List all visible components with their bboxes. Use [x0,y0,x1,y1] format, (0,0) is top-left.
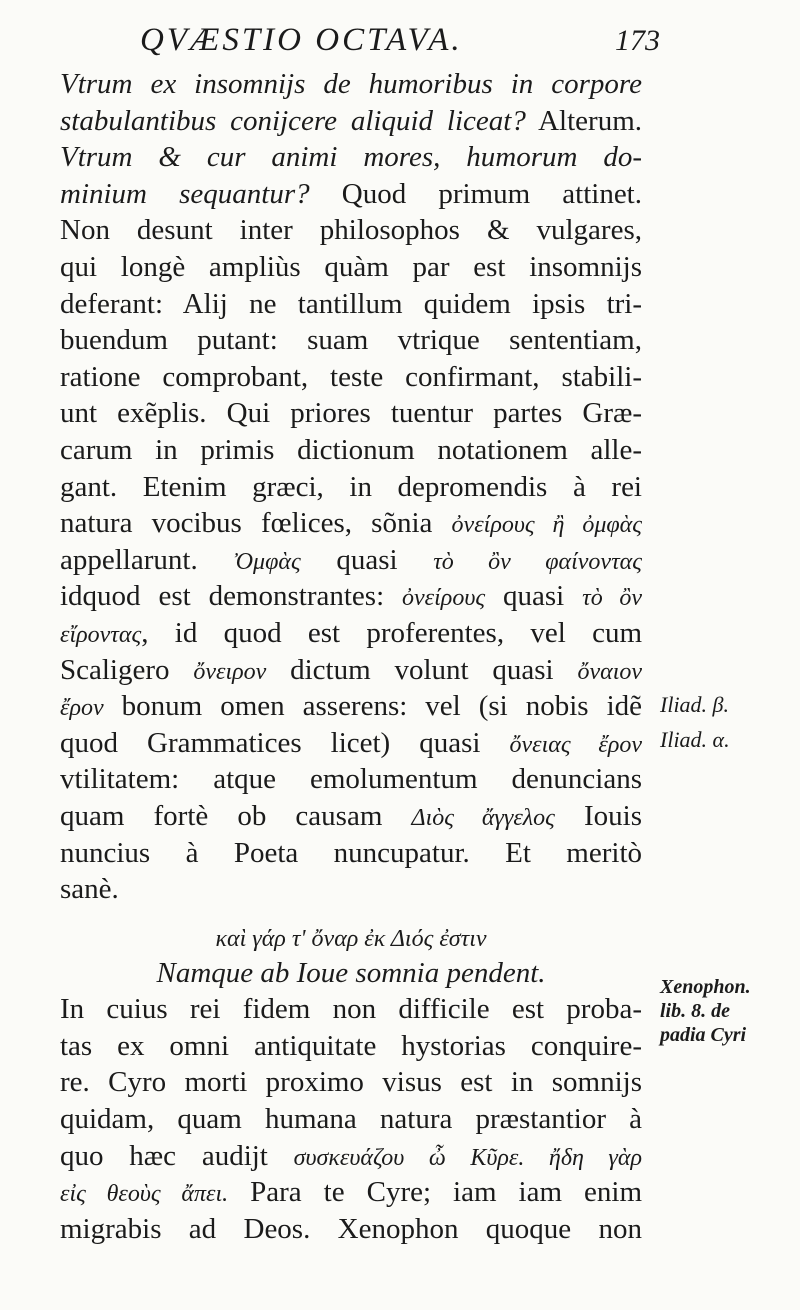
greek-word: συσκευάζου ὦ Κῦρε. ἤδη γὰρ [293,1144,642,1171]
text-run: quasi [485,580,583,613]
text-run: quo hæc audijt [60,1139,294,1172]
margin-note-iliad-alpha [660,727,795,753]
text-run: re. Cyro morti proximo visus est in somnijs [60,1066,642,1099]
text-line [60,469,642,506]
greek-word: ὄνειρον [193,658,267,685]
greek-word: Ὀμφὰς [233,548,301,575]
greek-word: καὶ γάρ τ' ὄναρ ἐκ Διός ἐστιν [215,926,487,953]
text-line [60,395,642,432]
margin-note-xenophon [660,975,795,1047]
text-run: carum in primis dictionum notationem alle- [60,434,642,466]
text-line [60,1138,642,1175]
text-run: Vtrum ex insomnijs de humoribus in corpore [60,68,642,100]
text-run: gant. Etenim græci, in depromendis à rei [60,470,642,503]
text-run: dictum volunt quasi [266,653,578,686]
text-line [60,322,642,359]
text-line [60,139,642,176]
text-line [60,176,642,213]
margin-note-line: lib. 8. de [660,1000,730,1022]
greek-word: Διὸς ἄγγελος [411,805,555,831]
greek-word: ἔρον [60,695,104,722]
text-line [60,919,642,956]
text-line [60,871,642,908]
text-line [60,1211,642,1248]
text-run: tas ex omni antiquitate hystorias conquire- [60,1029,642,1062]
text-run: stabulantibus conijcere aliquid liceat? [60,104,526,137]
text-run: Scaligero [60,653,194,686]
text-line [60,103,642,140]
text-line [60,432,642,469]
margin-note-line: Iliad. α. [660,727,730,752]
text-line [60,798,642,835]
text-line [60,1174,642,1211]
text-run: , id quod est proferentes, vel cum [141,617,642,649]
text-run: quod Grammatices licet) quasi [60,726,510,759]
text-line [60,66,642,103]
text-run: Namque ab Ioue somnia pendent. [156,957,546,990]
text-line [60,286,642,323]
text-line [60,615,642,652]
text-line [60,955,642,992]
text-line [60,835,642,872]
text-run: migrabis ad Deos. Xenophon quoque non [60,1212,642,1245]
text-run: Vtrum & cur animi mores, humorum do- [60,141,642,174]
greek-word: ὄνειας ἔρον [509,731,642,758]
text-line [60,249,642,286]
text-run: deferant: Alij ne tantillum quidem ipsis tri- [60,287,642,320]
text-line [60,652,642,689]
text-run: natura vocibus fœlices, sõnia [60,507,452,540]
text-line [60,991,642,1028]
text-line [60,1101,642,1138]
greek-word: ὀνείρους ἢ ὀμφὰς [451,512,642,539]
text-line [60,761,642,798]
text-run: Para te Cyre; iam iam enim [228,1176,642,1209]
text-run: quidam, quam humana natura præstantior à [60,1103,642,1135]
text-line [60,542,642,579]
text-run: vtilitatem: atque emolumentum denuncians [60,763,642,796]
page-number: 173 [615,24,660,57]
text-run: idquod est demonstrantes: [60,580,403,613]
text-run: unt exẽplis. Qui priores tuentur partes Græ- [60,397,642,430]
text-run: Quod primum attinet. [309,177,642,210]
greek-word: τὸ ὂν φαίνοντας [433,548,642,575]
text-run: sanè. [60,873,119,906]
margin-note-line: Xenophon. [660,976,751,998]
text-run: In cuius rei fidem non difficile est proba- [60,993,642,1026]
text-run: Iouis [554,800,642,832]
greek-word: τὸ ὂν [582,585,642,612]
text-line [60,1028,642,1065]
text-run: ratione comprobant, teste confirmant, stabili- [60,360,642,393]
text-line [60,505,642,542]
text-run: Non desunt inter philosophos & vulgares, [60,214,642,247]
text-run: appellarunt. [60,543,234,576]
text-run: bonum omen asserens: vel (si nobis idẽ [103,690,642,723]
greek-word: εἴροντας [60,622,142,648]
text-line [60,578,642,615]
text-run: quam fortè ob causam [60,800,412,832]
margin-note-line: Iliad. β. [660,692,730,717]
running-header [140,22,660,66]
margin-note-line: padia Cyri [660,1024,747,1046]
margin-note-iliad-beta [660,692,795,718]
text-run: quasi [300,543,434,576]
text-line [60,212,642,249]
text-line [60,688,642,725]
running-title: QVÆSTIO OCTAVA. [140,22,463,58]
text-run: Alterum. [525,104,642,137]
text-run: minium sequantur? [60,177,310,210]
greek-word: ὀνείρους [402,585,486,612]
text-line [60,725,642,762]
text-line [60,359,642,396]
text-run: qui longè ampliùs quàm par est insomnijs [60,251,642,283]
text-run: nuncius à Poeta nuncupatur. Et meritò [60,836,642,869]
greek-word: εἰς θεοὺς ἄπει. [60,1181,229,1208]
greek-word: ὄναιον [577,658,642,685]
text-run: buendum putant: suam vtrique sententiam, [60,324,642,357]
text-line [60,1064,642,1101]
